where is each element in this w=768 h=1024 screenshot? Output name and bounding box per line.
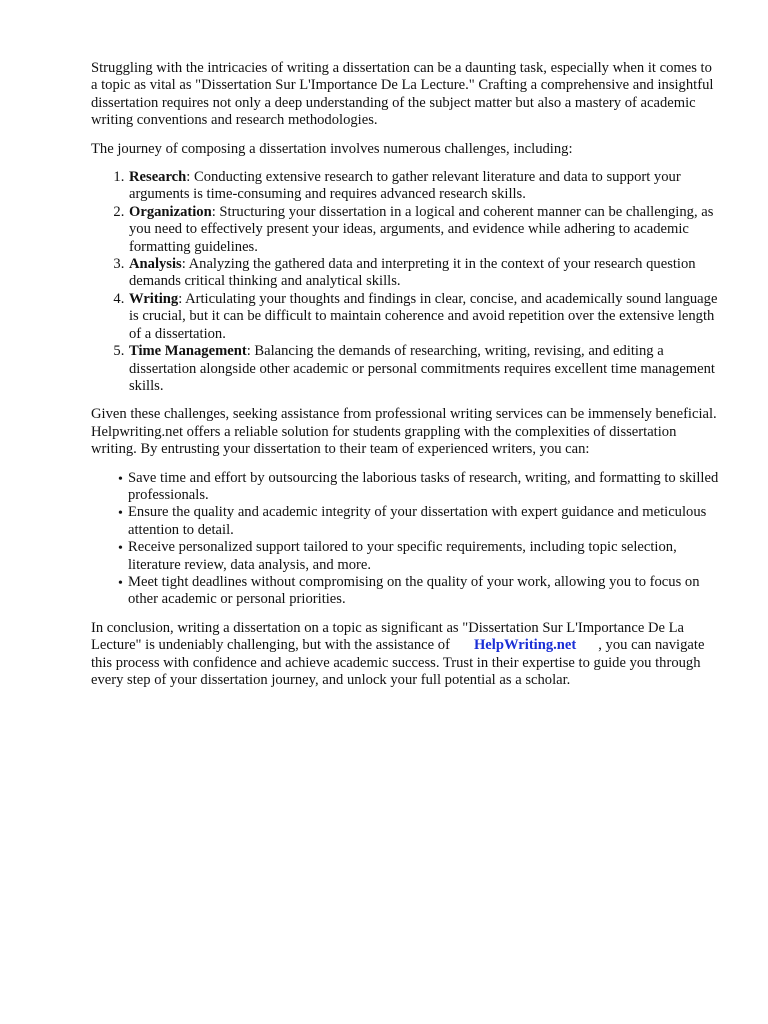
challenge-text: : Articulating your thoughts and findings in clear, concise, and academically sound language is crucial, but it can be difficult to maintain coherence and avoid repetition over the extensive length of a dissertation. (129, 290, 718, 342)
list-item (128, 291, 721, 343)
bullet-icon: • (118, 506, 123, 522)
list-item (118, 469, 721, 505)
challenge-title: Time Management (129, 343, 247, 360)
benefit-text: Receive personalized support tailored to your specific requirements, including topic selection, literature review, data analysis, and more. (128, 539, 677, 573)
conclusion-paragraph (91, 620, 721, 690)
list-item (118, 573, 721, 609)
benefit-text: Save time and effort by outsourcing the laborious tasks of research, writing, and formatting to skilled professionals. (128, 469, 719, 503)
challenges-intro: The journey of composing a dissertation involves numerous challenges, including: (91, 140, 573, 157)
benefits-list (91, 470, 721, 609)
bullet-icon: • (118, 541, 123, 557)
list-item (128, 343, 721, 395)
challenge-text: : Balancing the demands of researching, writing, revising, and editing a dissertation alongside other academic or personal commitments requires excellent time management skills. (129, 343, 715, 394)
list-item (128, 256, 721, 291)
helpwriting-link[interactable]: HelpWriting.net (473, 637, 577, 654)
list-item (128, 169, 721, 204)
challenge-text: : Analyzing the gathered data and interpreting it in the context of your research question demands critical thinking and analytical skills. (129, 256, 696, 290)
list-item (128, 204, 721, 256)
challenges-list (91, 169, 721, 395)
document-body (91, 60, 721, 700)
conclusion-after: , you can navigate this process with confidence and achieve academic success. Trust in their expertise to guide you through every step of your dissertation journey, and unlock your full potential as a scholar. (91, 637, 705, 688)
bullet-icon: • (118, 575, 123, 591)
intro-paragraph: Struggling with the intricacies of writing a dissertation can be a daunting task, especially when it comes to a topic as vital as "Dissertation Sur L'Importance De La Lecture." Crafting a comprehensive and insightful dissertation requires not only a deep understanding of the subject matter but also a mastery of academic writing conventions and research methodologies. (91, 60, 714, 129)
benefit-text: Ensure the quality and academic integrity of your dissertation with expert guidance and meticulous attention to detail. (128, 504, 707, 538)
challenge-text: : Conducting extensive research to gather relevant literature and data to support your arguments is time-consuming and requires advanced research skills. (129, 169, 681, 203)
conclusion-before: In conclusion, writing a dissertation on a topic as significant as "Dissertation Sur L'Importance De La Lecture" is undeniably challenging, but with the assistance of (91, 619, 684, 654)
challenge-title: Organization (129, 203, 212, 220)
challenge-title: Analysis (129, 256, 182, 273)
challenge-text: : Structuring your dissertation in a logical and coherent manner can be challenging, as you need to effectively present your ideas, arguments, and evidence while adhering to academic formatting guidelines. (129, 203, 714, 255)
benefit-text: Meet tight deadlines without compromising on the quality of your work, allowing you to focus on other academic or personal priorities. (128, 573, 700, 608)
challenge-title: Writing (129, 290, 179, 307)
bullet-icon: • (118, 471, 123, 487)
list-item (118, 504, 721, 539)
benefits-intro: Given these challenges, seeking assistance from professional writing services can be immensely beneficial. Helpwriting.net offers a reliable solution for students grappling with the complexities of dissertation writing. By entrusting your dissertation to their team of experienced writers, you can: (91, 406, 717, 458)
challenge-title: Research (129, 169, 187, 186)
list-item (118, 539, 721, 574)
